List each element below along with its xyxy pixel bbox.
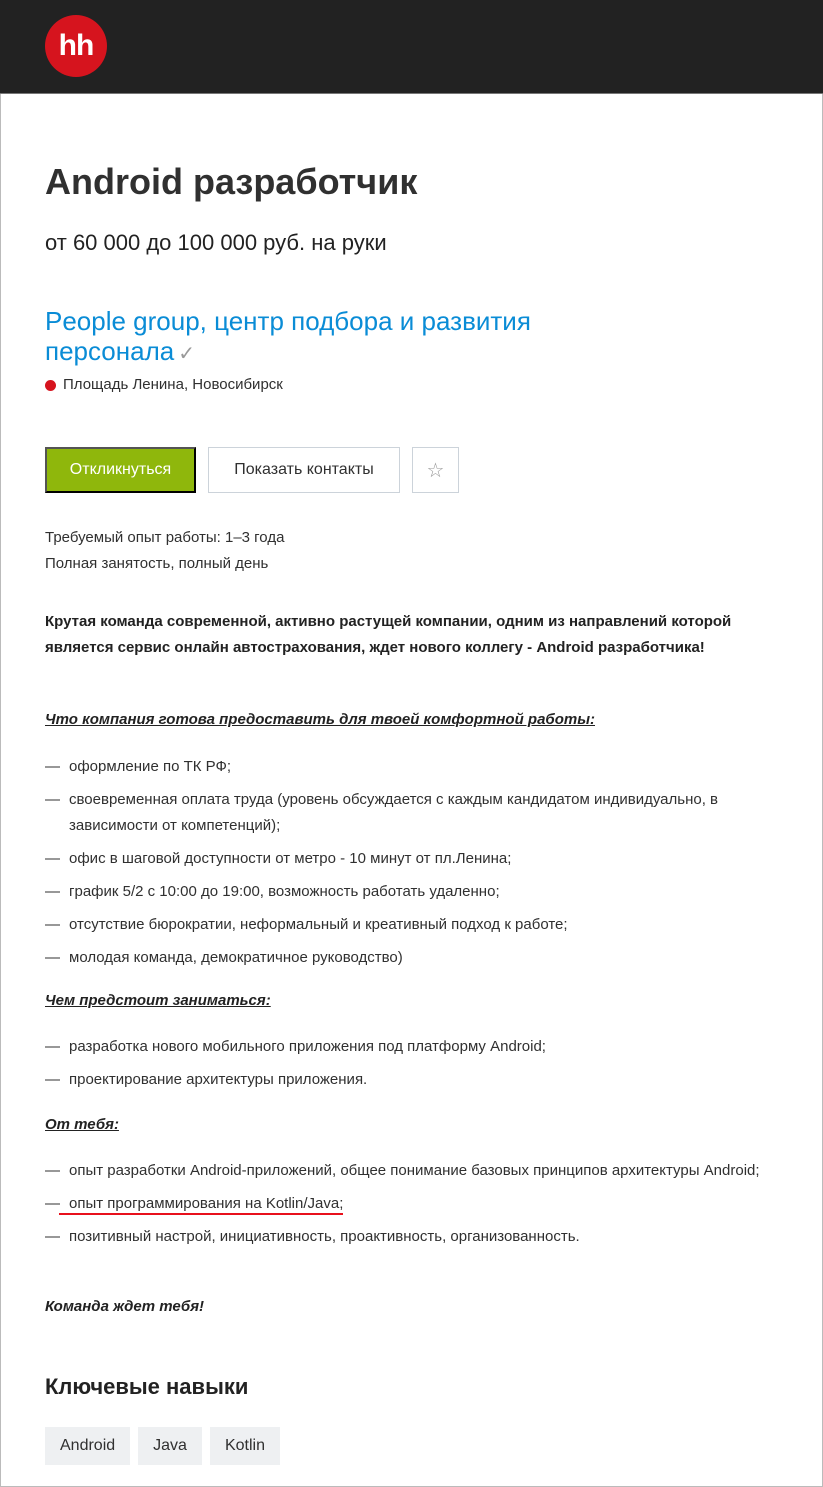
- skill-tag: Kotlin: [210, 1427, 280, 1465]
- list-item: — разработка нового мобильного приложения под платформу Android;: [45, 1038, 546, 1055]
- list-item: — своевременная оплата труда (уровень обсуждается с каждым кандидатом индивидуально, в зависимости от компетенций);: [45, 791, 719, 834]
- benefits-list: [45, 754, 785, 978]
- company-name[interactable]: People group, центр подбора и развития персонала: [45, 306, 531, 366]
- skill-tag: Android: [45, 1427, 130, 1465]
- metro-icon: [45, 380, 56, 391]
- section-heading-benefits: Что компания готова предоставить для твоей комфортной работы:: [45, 711, 595, 728]
- requirements-list: [45, 1158, 785, 1257]
- respond-button[interactable]: Откликнуться: [45, 447, 196, 493]
- list-item: — отсутствие бюрократии, неформальный и креативный подход к работе;: [45, 916, 568, 933]
- section-heading-requirements: От тебя:: [45, 1116, 119, 1133]
- list-item-highlighted: — опыт программирования на Kotlin/Java;: [45, 1191, 785, 1217]
- experience: Требуемый опыт работы: 1–3 года: [45, 529, 285, 546]
- vacancy-title: Android разработчик: [45, 161, 418, 202]
- conditions: [45, 525, 785, 577]
- list-item: — офис в шаговой доступности от метро - 10 минут от пл.Ленина;: [45, 850, 512, 867]
- salary: от 60 000 до 100 000 руб. на руки: [45, 230, 387, 255]
- star-icon: ☆: [426, 459, 445, 482]
- intro-text: Крутая команда современной, активно растущей компании, одним из направлений которой является сервис онлайн автострахования, ждет нового коллегу - Android разработчика!: [45, 613, 732, 656]
- closing-text: Команда ждет тебя!: [45, 1298, 205, 1315]
- favorite-button[interactable]: [412, 447, 459, 493]
- employment: Полная занятость, полный день: [45, 555, 269, 572]
- company-link[interactable]: [45, 306, 605, 369]
- key-skills-heading: Ключевые навыки: [45, 1374, 249, 1399]
- hh-logo[interactable]: hh: [45, 15, 107, 77]
- list-item: — позитивный настрой, инициативность, проактивность, организованность.: [45, 1228, 580, 1245]
- duties-list: [45, 1034, 785, 1100]
- list-item: — график 5/2 с 10:00 до 19:00, возможность работать удаленно;: [45, 883, 500, 900]
- check-icon: ✓: [178, 343, 195, 365]
- show-contacts-button[interactable]: Показать контакты: [208, 447, 400, 493]
- location-text: Площадь Ленина, Новосибирск: [63, 376, 283, 393]
- list-item: — опыт разработки Android-приложений, общее понимание базовых принципов архитектуры Android;: [45, 1162, 760, 1179]
- list-item: — молодая команда, демократичное руководство): [45, 949, 403, 966]
- site-header: [0, 0, 823, 94]
- location: [45, 372, 283, 398]
- skills-tags: [45, 1427, 280, 1465]
- list-item: — оформление по ТК РФ;: [45, 758, 232, 775]
- skill-tag: Java: [138, 1427, 202, 1465]
- action-buttons: [45, 447, 459, 493]
- list-item: — проектирование архитектуры приложения.: [45, 1071, 368, 1088]
- section-heading-duties: Чем предстоит заниматься:: [45, 992, 271, 1009]
